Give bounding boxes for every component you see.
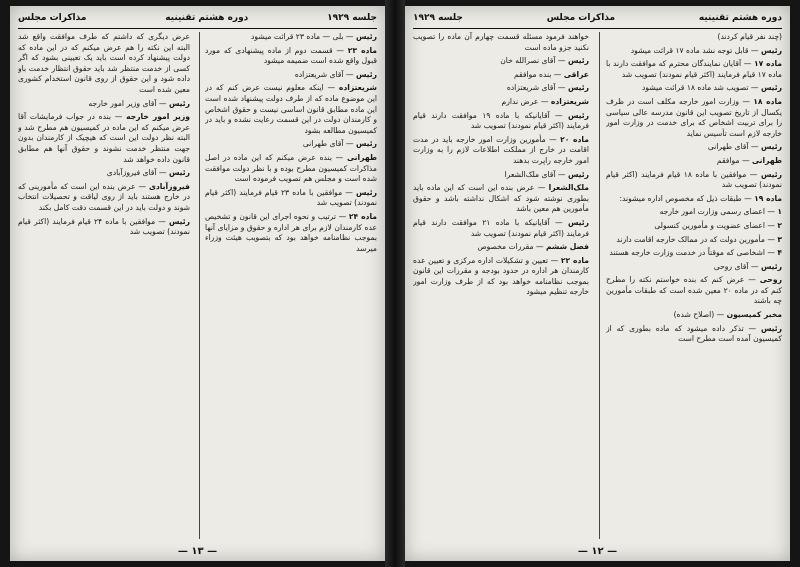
paragraph: ۱ — اعضای رسمی وزارت امور خارجه [659, 207, 782, 217]
speaker-name: فصل ششم [545, 242, 589, 252]
paragraph: رئیس — موافقین با ماده ۲۴ قیام فرمایند (اکثر قیام نمودند) تصویب شد [18, 216, 190, 237]
paragraph: رئیس — تصویب شد ماده ۱۸ قرائت میشود [642, 83, 782, 93]
speaker-name: ماده ۱۹ [754, 193, 782, 203]
speaker-name: رئیس [168, 168, 190, 178]
paragraph: عرض دیگری که داشتم که طرف موافقت واقع شد البته این نکته را هم عرض میکنم که در این ماده که دولت پیشنهاد کرده است باید یک تعیینی بشود که اگر کسی از خدمت منتظر شد باید حقوق انتظار خدمت باو داده شود و این حقوق از روی قانون استخدام کشوری معین شده است [18, 32, 190, 94]
speaker-name: رئیس [567, 169, 589, 179]
paragraph: رئیس — موافقین با ماده ۱۸ قیام فرمایند (اکثر قیام نمودند) تصویب شد [606, 169, 782, 190]
right-page-number: — ۱۲ — [577, 546, 618, 557]
speaker-name: رئیس [760, 169, 782, 179]
right-page [405, 6, 790, 561]
paragraph: رئیس — قابل توجه نشد ماده ۱۷ قرائت میشود [630, 45, 782, 55]
paragraph: رئیس — آقای نصرالله خان [500, 56, 589, 66]
speaker-name: وزیر امور خارجه [126, 112, 190, 122]
paragraph: فصل ششم — مقررات مخصوص [477, 242, 589, 252]
speaker-name: رئیس [567, 217, 589, 227]
paragraph: رئیس — آقایانیکه با ماده ۲۱ موافقت دارند قیام فرمایند (اکثر قیام نمودند) تصویب شد [413, 217, 589, 238]
speaker-name: ماده ۱۷ [753, 59, 782, 69]
paragraph: روحی — عرض کنم که بنده خواستم نکته را مطرح کنم که در ماده ۲۰ معین شده است که طبقات مأمورین چه باشند [606, 275, 782, 306]
right-header-session: دوره هشتم تقنینیه [698, 13, 782, 23]
paragraph: طهرانی — موافقم [716, 155, 782, 165]
right-header-date: جلسه ۱۹۲۹ [413, 13, 463, 23]
paragraph: ماده ۱۸ — وزارت امور خارجه مکلف است در ظرف یکسال از تاریخ تصویب این قانون مدرسه عالی سیاسی را برای تربیت اشخاص که برای خدمت در وزارت امور خارجه لازم است تأسیس نماید [606, 96, 782, 138]
paragraph: ماده ۱۹ — طبقات ذیل که مخصوص اداره میشوند: [619, 193, 782, 203]
right-page-left-column [413, 32, 589, 539]
paragraph: طهرانی — بنده عرض میکنم که این ماده در اصل مذاکرات کمیسیون مطرح بوده و با نظر دولت موافقت شده است و مجلس هم تصویب فرموده است [205, 152, 377, 184]
left-page-number: — ۱۳ — [177, 546, 218, 557]
speaker-name: ماده ۲۲ [560, 255, 589, 265]
paragraph: ۴ — اشخاصی که موقتاً در خدمت وزارت خارجه هستند [609, 248, 782, 258]
paragraph: رئیس — آقای شریعتزاده [294, 69, 377, 79]
speaker-name: رئیس [760, 83, 782, 93]
speaker-name: ماده ۲۰ [560, 134, 589, 144]
left-header-session: دوره هشتم تقنینیه [165, 13, 249, 23]
paragraph: (چند نفر قیام کردند) [717, 32, 782, 41]
speaker-name: طهرانی [751, 155, 782, 165]
book-gutter [385, 0, 405, 567]
paragraph: رئیس — آقای ملک‌الشعرا [504, 169, 589, 179]
right-header-publication: مذاکرات مجلس [546, 13, 616, 23]
paragraph: ماده ۲۳ — قسمت دوم از ماده پیشنهادی که مورد قبول واقع شده است ضمیمه میشود [205, 45, 377, 66]
paragraph: رئیس — آقای روحی [713, 261, 782, 271]
speaker-name: رئیس [567, 83, 589, 93]
right-page-number-value: ۱۲ [591, 546, 604, 557]
paragraph: رئیس — آقایانیکه با ماده ۱۹ موافقت دارند قیام فرمایند (اکثر قیام نمودند) تصویب شد [413, 110, 589, 131]
speaker-name: شریعتزاده [550, 96, 589, 106]
speaker-name: طهرانی [346, 152, 377, 162]
paragraph: رئیس — تذکر داده میشود که ماده بطوری که از کمیسیون آمده است مطرح است [606, 323, 782, 344]
speaker-name: رئیس [355, 32, 377, 41]
speaker-name: عراقی [563, 69, 589, 79]
speaker-name: فیروزآبادی [148, 181, 190, 191]
speaker-name: ۲ [777, 220, 782, 230]
speaker-name: رئیس [355, 69, 377, 79]
paragraph: ماده ۲۲ — تعیین و تشکیلات اداره مرکزی و تعیین عده کارمندان هر اداره در حدود بودجه و مقررات این قانون بموجب نظامنامه خواهد بود که از طرف وزارت امور خارجه تنظیم میشود [413, 255, 589, 297]
paragraph: ماده ۱۷ — آقایان نمایندگان محترم که موافقت دارند با ماده ۱۷ قیام فرمایند (اکثر قیام نمودند) تصویب شد [606, 59, 782, 79]
paragraph: ۲ — اعضای عضویت و مأمورین کنسولی [654, 220, 782, 230]
speaker-name: رئیس [168, 98, 190, 108]
speaker-name: رئیس [760, 142, 782, 152]
paragraph: مخبر کمیسیون — (اصلاح شده) [673, 310, 782, 320]
speaker-name: رئیس [567, 110, 589, 120]
left-page-header [18, 8, 377, 29]
speaker-name: رئیس [567, 56, 589, 66]
left-page-body [18, 32, 377, 539]
paragraph: فیروزآبادی — عرض بنده این است که مأمورینی که در خارج هستند باید از روی لیاقت و تحصیلات انتخاب شوند و دولت باید در این قسمت دقت کامل بکند [18, 181, 190, 212]
paragraph: رئیس — آقای شریعتزاده [506, 83, 589, 93]
speaker-name: رئیس [355, 187, 377, 197]
speaker-name: رئیس [760, 261, 782, 271]
left-page-right-column [205, 32, 377, 539]
right-page-header [413, 8, 782, 29]
speaker-name: ۳ [777, 234, 782, 244]
column-divider [599, 32, 600, 539]
speaker-name: ۱ [777, 207, 782, 217]
speaker-name: رئیس [168, 216, 190, 226]
paragraph: رئیس — آقای طهرانی [302, 139, 377, 149]
speaker-name: روحی [759, 275, 782, 285]
paragraph: ۳ — مأمورین دولت که در ممالک خارجه اقامت دارند [616, 234, 782, 244]
speaker-name: ماده ۲۴ [348, 211, 377, 221]
left-header-publication: مذاکرات مجلس [18, 13, 87, 23]
left-page [10, 6, 385, 561]
paragraph: شریعتزاده — اینکه معلوم نیست عرض کنم که در این موضوع ماده که از طرف دولت پیشنهاد شده است این ماده مطابق قانون اساسی نیست و حقوق اشخاص و کارمندان دولت در این قسمت رعایت نشده و باید در کمیسیون مطالعه بشود [205, 83, 377, 135]
left-page-number-value: ۱۳ [191, 546, 204, 557]
speaker-name: مخبر کمیسیون [726, 310, 782, 320]
speaker-name: رئیس [760, 45, 782, 55]
speaker-name: ماده ۱۸ [753, 96, 782, 106]
paragraph: خواهند فرمود مسئله قسمت چهارم آن ماده را تصویب نکنید جزو ماده است [413, 32, 589, 52]
speaker-name: ملک‌الشعرا [548, 183, 589, 193]
left-page-left-column [18, 32, 190, 539]
paragraph: رئیس — آقای طهرانی [707, 142, 782, 152]
column-divider [199, 32, 200, 539]
paragraph: شریعتزاده — عرض ندارم [501, 96, 589, 106]
paragraph: وزیر امور خارجه — بنده در جواب فرمایشات آقا عرض میکنم که این ماده در کمیسیون هم مطرح شد و البته نظر دولت این است که هیچیک از کارمندان بدون جهت منتظر خدمت نشوند و حقوق آنها هم مطابق قانون داده خواهد شد [18, 112, 190, 164]
paragraph: رئیس — آقای فیروزآبادی [106, 168, 190, 178]
speaker-name: ۴ [777, 248, 782, 258]
paragraph: عراقی — بنده موافقم [513, 69, 589, 79]
paragraph: ماده ۲۴ — ترتیب و نحوه اجرای این قانون و تشخیص عده کارمندان لازم برای هر اداره و حقوق و مزایای آنها بموجب نظامنامه خواهد بود که بتصویب هیئت وزراء میرسد [205, 211, 377, 253]
paragraph: ملک‌الشعرا — عرض بنده این است که این ماده باید بطوری نوشته شود که اشکال نداشته باشد و حقوق مأمورین هم معین باشد [413, 183, 589, 214]
speaker-name: شریعتزاده [338, 83, 377, 93]
left-header-date: جلسه ۱۹۲۹ [327, 13, 377, 23]
right-page-body [413, 32, 782, 539]
speaker-name: ماده ۲۳ [347, 45, 377, 55]
paragraph: رئیس — موافقین با ماده ۲۳ قیام فرمایند (اکثر قیام نمودند) تصویب شد [205, 187, 377, 208]
paragraph: ماده ۲۰ — مأمورین وزارت امور خارجه باید در مدت اقامت در خارج از مملکت اطلاعات لازم را به وزارت امور خارجه راپرت بدهند [413, 134, 589, 165]
right-page-right-column [606, 32, 782, 539]
paragraph: رئیس — بلی — ماده ۲۳ قرائت میشود [251, 32, 377, 41]
speaker-name: رئیس [355, 139, 377, 149]
speaker-name: رئیس [760, 323, 782, 333]
paragraph: رئیس — آقای وزیر امور خارجه [88, 98, 190, 108]
